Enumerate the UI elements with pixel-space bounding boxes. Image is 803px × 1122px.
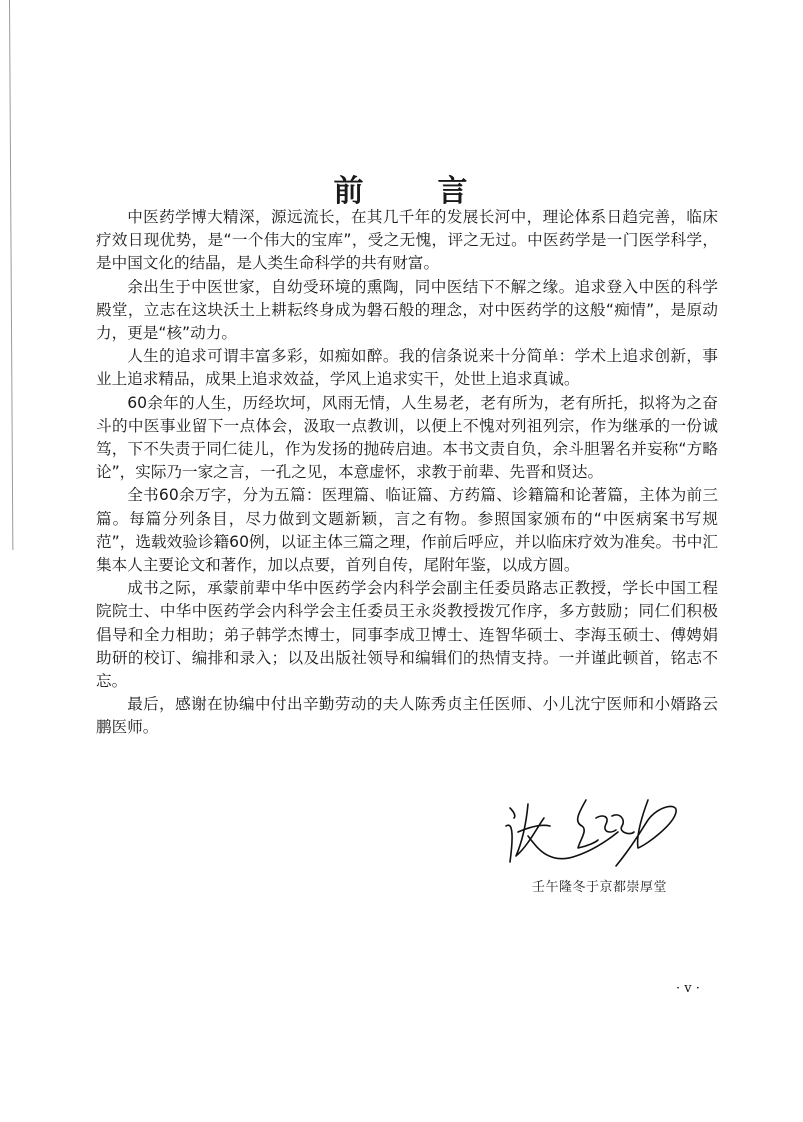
paragraph: 人生的追求可谓丰富多彩，如痴如醉。我的信条说来十分简单：学术上追求创新，事业上追求精品，成果上追求效益，学风上追求实干，处世上追求真诚。: [96, 347, 718, 389]
signature-place-date: 壬午隆冬于京都崇厚堂: [532, 880, 668, 895]
scan-edge-line: [9, 0, 13, 550]
paragraph: 全书60余万字，分为五篇：医理篇、临证篇、方药篇、诊籍篇和论著篇，主体为前三篇。每篇分列条目，尽力做到文题新颖，言之有物。参照国家颁布的“中医病案书写规范”，选载效验诊籍60例，以证主体三篇之理，作前后呼应，并以临床疗效为准矣。书中汇集本人主要论文和著作，加以点要，首列自传，尾附年鉴，以成方圆。: [96, 486, 718, 575]
paragraph: 成书之际，承蒙前辈中华中医药学会内科学会副主任委员路志正教授，学长中国工程院院士、中华中医药学会内科学会主任委员王永炎教授拨冗作序，多方鼓励；同仁们积极倡导和全力相助；弟子韩学杰博士，同事李成卫博士、连智华硕士、李海玉硕士、傅娉娟助研的校订、编排和录入；以及出版社领导和编辑们的热情支持。一并谨此顿首，铭志不忘。: [96, 579, 718, 691]
title-char-2: 言: [437, 174, 470, 210]
paragraph: 中医药学博大精深，源远流长，在其几千年的发展长河中，理论体系日趋完善，临床疗效日现优势，是“一个伟大的宝库”，受之无愧，评之无过。中医药学是一门医学科学，是中国文化的结晶，是人类生命科学的共有财富。: [96, 208, 718, 273]
title-char-1: 前: [333, 174, 366, 210]
preface-body: [96, 206, 718, 740]
paragraph: 60余年的人生，历经坎坷，风雨无情，人生易老，老有所为，老有所托，拟将为之奋斗的中医事业留下一点体会，汲取一点教训，以便上不愧对列祖列宗，作为继承的一份诚笃，下不失责于同仁徒儿，作为发扬的抛砖启迪。本书文责自负，余斗胆署名并妄称“方略论”，实际乃一家之言，一孔之见，本意虚怀，求教于前辈、先晋和贤达。: [96, 393, 718, 482]
paragraph: 余出生于中医世家，自幼受环境的熏陶，同中医结下不解之缘。追求登入中医的科学殿堂，立志在这块沃土上耕耘终身成为磐石般的理念，对中医药学的这般“痴情”，是原动力，更是“核”动力。: [96, 277, 718, 343]
page-title: [0, 166, 803, 210]
paragraph: 最后，感谢在协编中付出辛勤劳动的夫人陈秀贞主任医师、小儿沈宁医师和小婿路云鹏医师。: [96, 695, 718, 737]
handwritten-signature: [498, 796, 698, 876]
page-number: · v ·: [676, 981, 700, 996]
